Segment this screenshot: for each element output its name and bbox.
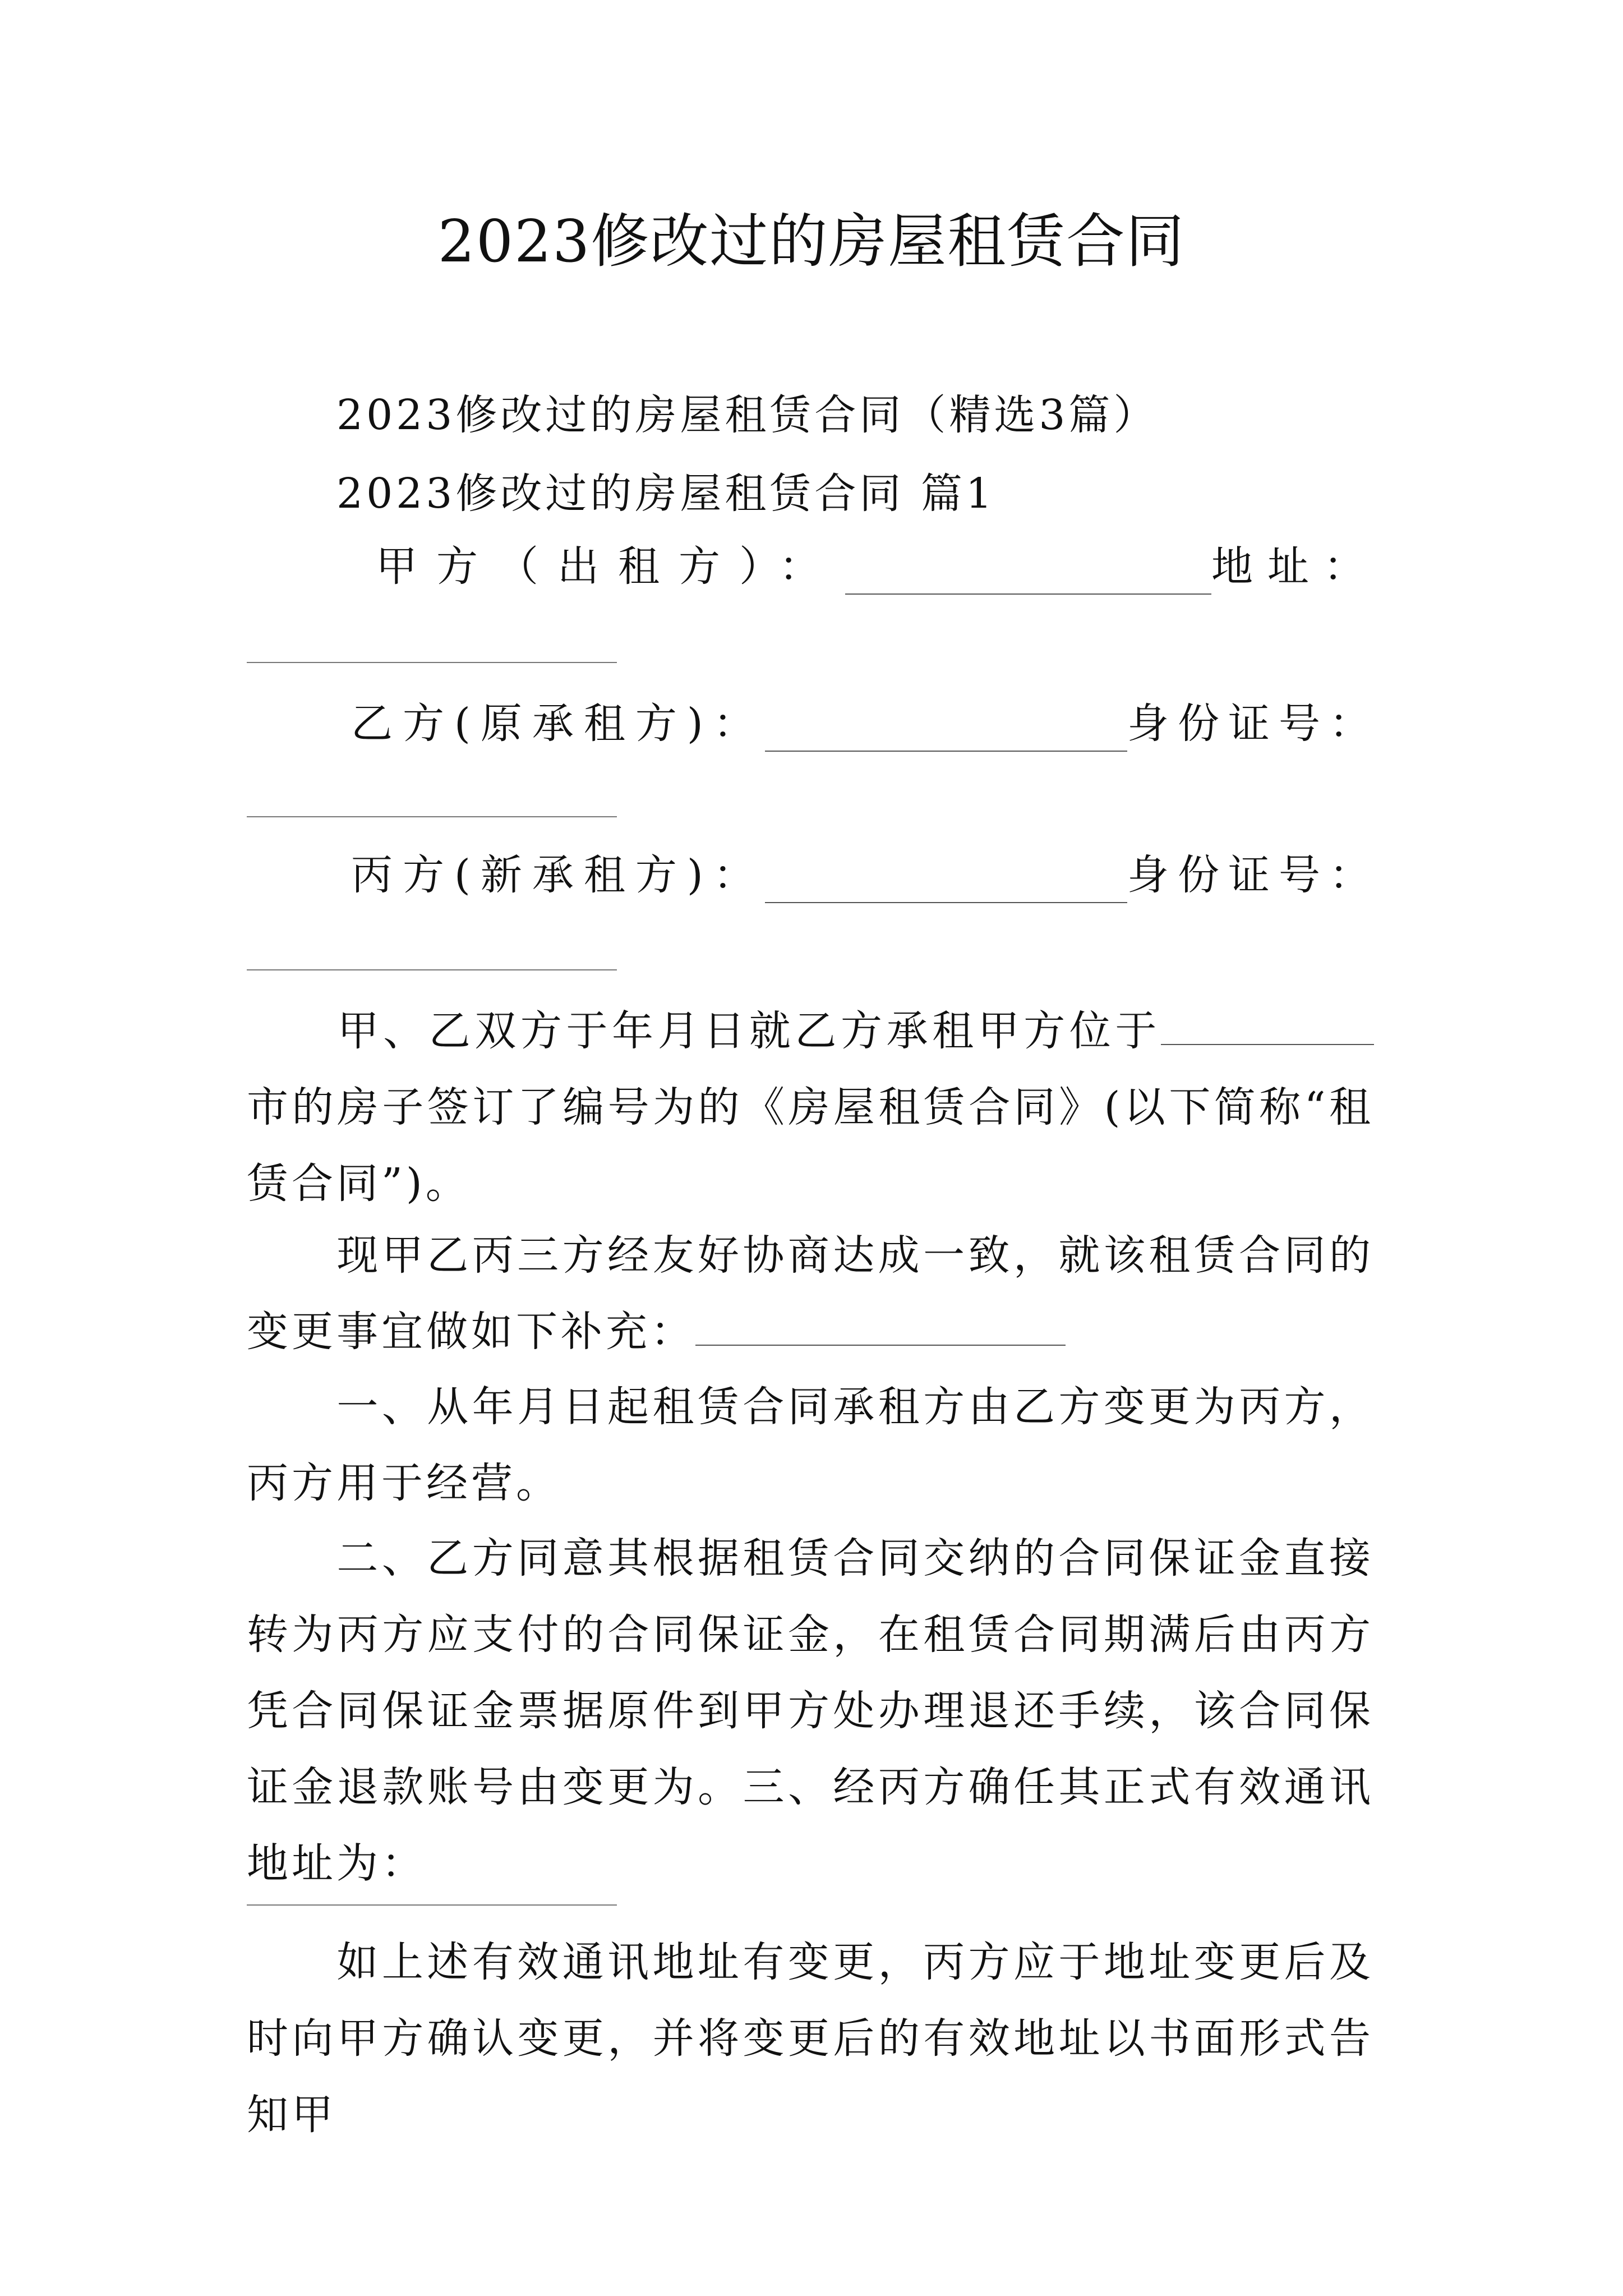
party-a-address-label: 地址： (1211, 542, 1380, 591)
paragraph-clause-2 (247, 1520, 1374, 1902)
party-b-label: 乙方(原承租方)： (351, 700, 765, 748)
subtitle-part-1: 2023修改过的房屋租赁合同 篇1 (336, 470, 995, 518)
paragraph-address-change (247, 1924, 1374, 2153)
party-c-label: 丙方(新承租方)： (351, 851, 765, 899)
paragraph-clause-2-text: 二、乙方同意其根据租赁合同交纳的合同保证金直接转为丙方应支付的合同保证金，在租赁合同期满后由丙方凭合同保证金票据原件到甲方处办理退还手续，该合同保证金退款账号由变更为。三、经丙方确任其正式有效通讯地址为： (247, 1534, 1374, 1888)
paragraph-agreement (247, 1217, 1374, 1370)
party-b-name-blank (765, 709, 1127, 752)
party-b-id-blank (247, 816, 617, 817)
party-a-row (336, 539, 1380, 595)
paragraph-clause-1 (247, 1369, 1374, 1521)
mailing-address-blank (247, 1904, 617, 1906)
paragraph-agreement-text: 现甲乙丙三方经友好协商达成一致，就该租赁合同的变更事宜做如下补充： (247, 1231, 1374, 1356)
subtitle-collection: 2023修改过的房屋租赁合同（精选3篇） (336, 391, 1159, 439)
paragraph-address-change-text: 如上述有效通讯地址有变更，丙方应于地址变更后及时向甲方确认变更，并将变更后的有效地址以书面形式告知甲 (247, 1938, 1374, 2139)
party-a-label: 甲方（出租方）： (376, 542, 840, 591)
paragraph-preamble-part-2: 市的房子签订了编号为的《房屋租赁合同》(以下简称“租赁合同”)。 (247, 1083, 1374, 1208)
party-b-row (336, 696, 1380, 752)
party-b-id-label: 身份证号： (1127, 700, 1380, 748)
party-c-id-label: 身份证号： (1127, 851, 1380, 899)
city-blank (1161, 1010, 1374, 1045)
supplement-blank (695, 1311, 1066, 1346)
party-c-row (336, 847, 1380, 903)
paragraph-preamble (247, 993, 1374, 1222)
party-c-id-blank (247, 969, 617, 970)
paragraph-clause-1-text: 一、从年月日起租赁合同承租方由乙方变更为丙方，丙方用于经营。 (247, 1383, 1374, 1507)
paragraph-preamble-part-1: 甲、乙双方于年月日就乙方承租甲方位于 (336, 1007, 1161, 1055)
party-c-name-blank (765, 861, 1127, 903)
party-a-address-blank (247, 662, 617, 663)
party-a-name-blank (845, 552, 1211, 595)
document-title: 2023修改过的房屋租赁合同 (437, 207, 1186, 275)
